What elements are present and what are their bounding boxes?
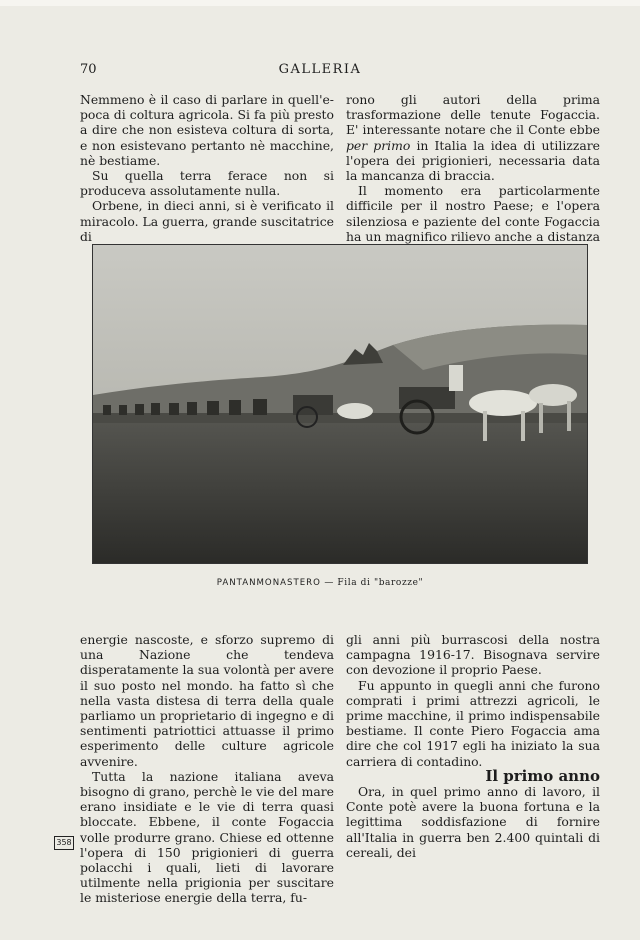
page-number: 70 bbox=[80, 62, 97, 77]
caption-text: Fila di "barozze" bbox=[337, 578, 424, 588]
caption-place: PANTANMONASTERO bbox=[216, 578, 321, 588]
caption-dash: — bbox=[324, 578, 334, 588]
paragraph: Nemmeno è il caso di parlare in quell'e-poca di coltura agricola. Si fa più presto a dire che non esisteva coltura di sorta, e non esistevano pertanto nè macchine, nè bestiame. bbox=[80, 92, 334, 168]
paragraph: gli anni più burrascosi della nostra campagna 1916-17. Bisognava servire con devozione il proprio Paese. bbox=[346, 632, 600, 678]
paragraph: Il momento era particolarmente difficile per il nostro Paese; e l'opera silenziosa e paziente del conte Fogaccia ha un magnifico rilievo anche a distanza bbox=[346, 183, 600, 244]
paragraph bbox=[346, 92, 600, 183]
photograph-oxcarts bbox=[92, 244, 588, 564]
paragraph: Su quella terra ferace non si produceva assolutamente nulla. bbox=[80, 168, 334, 199]
photograph-illustration bbox=[93, 245, 587, 563]
text-run: in Italia la idea di utilizzare l'opera dei prigionieri, necessaria data la mancanza di braccia. bbox=[346, 137, 600, 184]
paragraph: Orbene, in dieci anni, si è verificato il miracolo. La guerra, grande suscitatrice di bbox=[80, 198, 334, 244]
paragraph: Tutta la nazione italiana aveva bisogno di grano, perchè le vie del mare erano insidiate e le vie di terra quasi bloccate. Ebbene, il conte Fogaccia volle produrre grano. Chiese ed ottenne l'opera di 150 prigionieri di guerra polacchi i quali, lieti di lavorare utilmente nella prigionia per suscitare le misteriose energie della terra, fu- bbox=[80, 768, 334, 906]
scan-edge bbox=[0, 0, 640, 6]
margin-stamp: 358 bbox=[54, 836, 74, 850]
column-bottom-left bbox=[80, 632, 334, 906]
paragraph: energie nascoste, e sforzo supremo di una Nazione che tendeva disperatamente la sua volontà per avere il suo posto nel mondo. ha fatto sì che nella vasta distesa di terra della quale parliamo un proprietario di ingegno e di sentimenti patriottici attuasse il primo esperimento delle culture agricole avvenire. bbox=[80, 632, 334, 769]
text-run: rono gli autori della prima trasformazione delle tenute Fogaccia. E' interessante notare che il Conte ebbe bbox=[346, 92, 600, 138]
paragraph: Ora, in quel primo anno di lavoro, il Conte potè avere la buona fortuna e la legittima soddisfazione di fornire all'Italia in guerra ben 2.400 quintali di cereali, dei bbox=[346, 784, 600, 860]
field bbox=[93, 420, 587, 563]
running-title: GALLERIA bbox=[278, 62, 362, 77]
paragraph: Fu appunto in quegli anni che furono comprati i primi attrezzi agricoli, le prime macchine, il primo indispensabile bestiame. Il conte Piero Fogaccia ama dire che col 1917 egli ha iniziato la sua carriera di contadino. bbox=[346, 677, 600, 769]
section-heading: Il primo anno bbox=[485, 766, 600, 785]
column-bottom-right bbox=[346, 632, 600, 860]
column-top-right bbox=[346, 92, 600, 259]
photo-caption bbox=[0, 578, 640, 588]
column-top-left bbox=[80, 92, 334, 244]
emphasis-text: per primo bbox=[346, 137, 411, 153]
